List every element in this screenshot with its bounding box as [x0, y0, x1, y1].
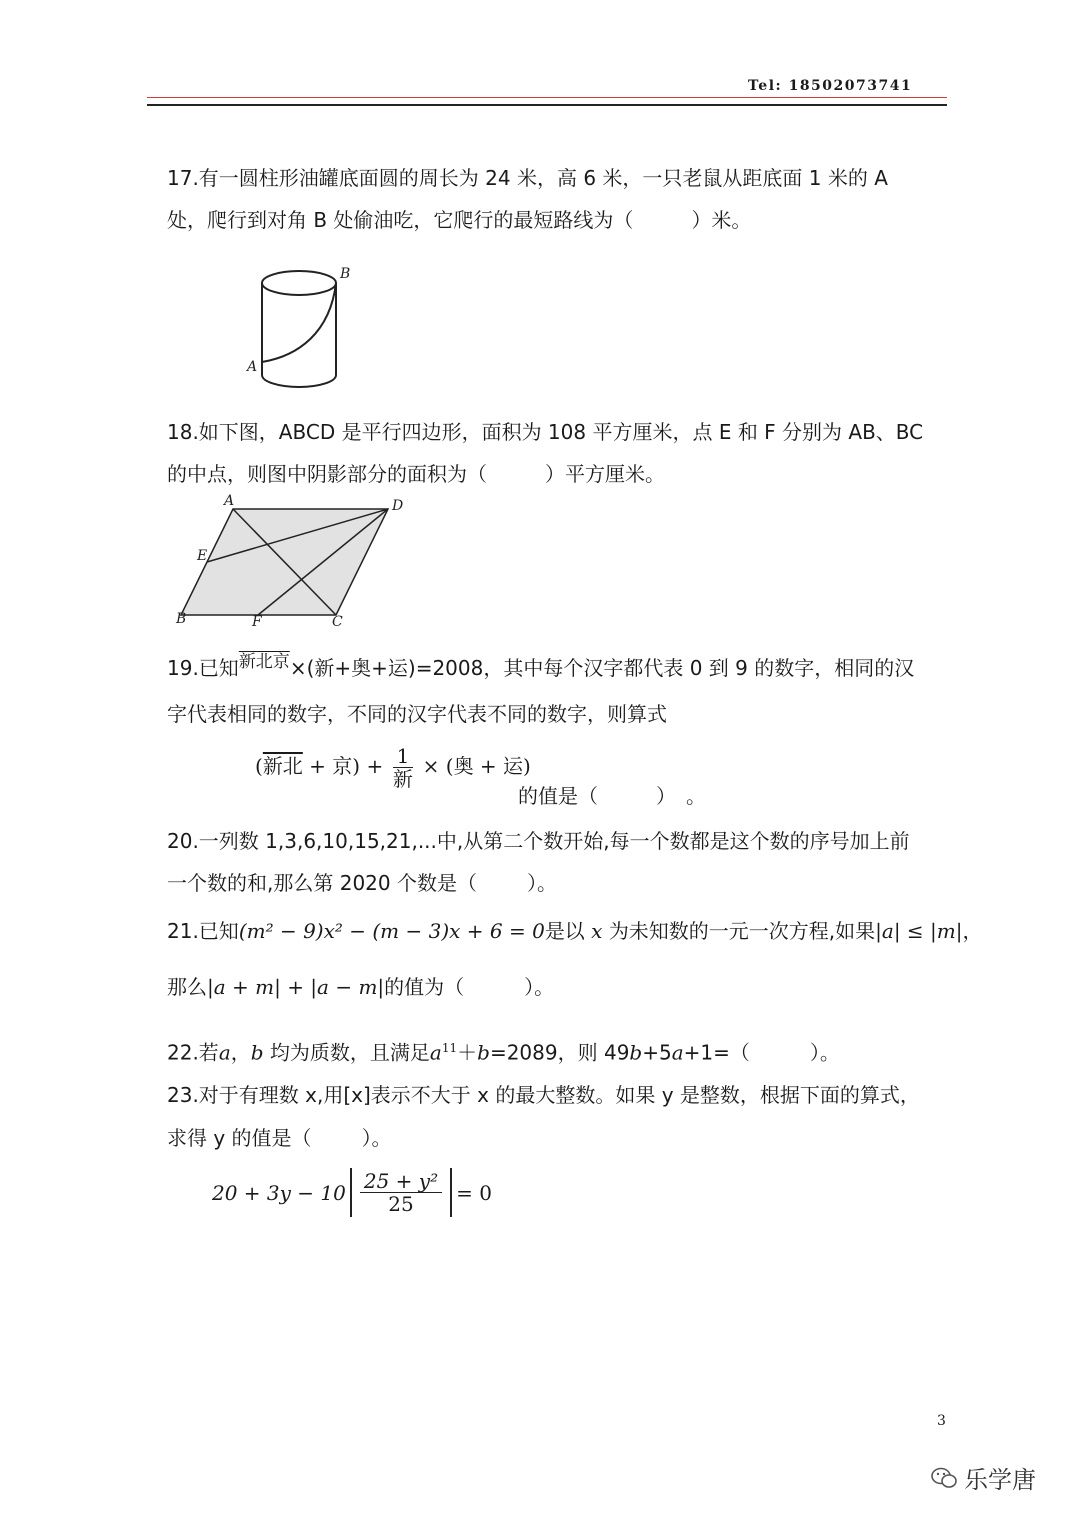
header-rule-black: [147, 104, 947, 106]
q19-expression: [255, 745, 531, 790]
q18-line2-pre: 的中点，则图中阴影部分的面积为（: [167, 462, 487, 486]
q21-condition: |a| ≤ |m|: [875, 919, 963, 943]
q22-prefix: 22.若: [167, 1040, 219, 1065]
q19-frac-num: 1: [393, 745, 414, 768]
q22-a3: a: [671, 1040, 684, 1065]
wechat-icon: [930, 1466, 958, 1490]
q23-line2: [167, 1117, 947, 1159]
page-number: 3: [937, 1413, 946, 1429]
q22-b: b: [250, 1040, 264, 1065]
q19-frac-den: 新: [392, 767, 413, 791]
q18-line2-post: ）平方厘米。: [545, 462, 665, 486]
q23-equation: [212, 1168, 492, 1217]
q22-sep: ，: [230, 1040, 251, 1065]
q20-line1: 20.一列数 1,3,6,10,15,21,...中,从第二个数开始,每一个数都是这个数的序号加上前: [167, 829, 910, 853]
q23-eq-post: = 0: [456, 1180, 492, 1205]
q22-b2: b: [477, 1040, 490, 1065]
q19-overline-word: 新北京: [238, 652, 290, 672]
q20-line2-post: ）。: [526, 871, 557, 895]
q22-a2: a: [429, 1040, 442, 1065]
q22-exponent: 11: [441, 1041, 458, 1055]
q21-prefix: 21.已知: [167, 919, 239, 943]
q22-mid: 均为质数，且满足: [269, 1040, 430, 1065]
q19-value-post: ） 。: [656, 784, 706, 808]
q19-line1: [167, 647, 947, 691]
q17-line2-post: ）米。: [691, 208, 752, 232]
q21-middle: 是以: [544, 919, 585, 943]
parallelogram-figure: [166, 492, 416, 632]
q21-tail: 为未知数的一元一次方程,如果: [608, 919, 876, 943]
q17-line2-pre: 处，爬行到对角 B 处偷油吃，它爬行的最短路线为（: [167, 208, 634, 232]
q21-comma: ，: [962, 919, 983, 943]
q23-line2-post: ）。: [361, 1126, 392, 1150]
q21-line2-post: 的值为（: [384, 975, 465, 999]
q22-a: a: [218, 1040, 231, 1065]
cylinder-label-a: A: [247, 359, 258, 375]
q19-line2: 字代表相同的数字，不同的汉字代表不同的数字，则算式: [167, 702, 667, 726]
watermark: [930, 1460, 1036, 1495]
q22-b3: b: [629, 1040, 643, 1065]
header-phone: Tel: 18502073741: [748, 78, 913, 94]
cylinder-label-b: B: [340, 266, 351, 282]
q19-fraction: [393, 745, 414, 790]
cylinder-bottom-arc: [262, 375, 336, 387]
q19-line1-rest: ×(新+奥+运)=2008，其中每个汉字都代表 0 到 9 的数字，相同的汉: [289, 656, 915, 680]
q21-line2: [167, 966, 947, 1008]
q19-expr-open: (: [255, 754, 263, 778]
q19-value-pre: 的值是（: [518, 784, 598, 808]
q21-line2-end: ）。: [524, 975, 555, 999]
q17-line2: [167, 199, 947, 241]
q22-line: [167, 1027, 947, 1074]
label-d: D: [392, 498, 404, 514]
q22-end: ）。: [809, 1040, 840, 1065]
q23-fraction: [360, 1170, 442, 1215]
label-f: F: [252, 614, 262, 630]
label-c: C: [332, 614, 343, 630]
q22-eq: =2089，则 49: [489, 1040, 630, 1065]
label-a: A: [224, 493, 235, 509]
cylinder-top-ellipse: [262, 271, 336, 295]
cylinder-figure: [238, 258, 368, 398]
q20-line2: [167, 862, 947, 904]
q19-expr-mid: + 京) +: [302, 754, 390, 778]
q22-plus5: +5: [642, 1040, 672, 1065]
q23-frac-den: 25: [388, 1192, 414, 1216]
q21-equation: (m² − 9)x² − (m − 3)x + 6 = 0: [238, 919, 545, 943]
q20-line2-pre: 一个数的和,那么第 2020 个数是（: [167, 871, 477, 895]
q21-var: x: [591, 919, 603, 943]
q17-line1: 17.有一圆柱形油罐底面圆的周长为 24 米，高 6 米，一只老鼠从距底面 1 米的 A: [167, 166, 888, 190]
header-rule-red: [147, 97, 947, 98]
q19-expr-overline: 新北: [262, 754, 303, 778]
q19-value-line: [518, 775, 818, 817]
watermark-text: 乐学唐: [964, 1466, 1036, 1494]
q23-eq-pre: 20 + 3y − 10: [212, 1180, 346, 1205]
label-e: E: [197, 548, 208, 564]
q23-line2-pre: 求得 y 的值是（: [167, 1126, 312, 1150]
q21-line1: [167, 910, 983, 952]
label-b: B: [176, 611, 187, 627]
q22-plus: ＋: [457, 1040, 478, 1065]
q18-line1: 18.如下图，ABCD 是平行四边形，面积为 108 平方厘米，点 E 和 F 分别为 AB、BC: [167, 420, 924, 444]
q22-tail: +1=（: [683, 1040, 750, 1065]
q23-frac-num: 25 + y²: [360, 1170, 442, 1193]
q18-line2: [167, 453, 947, 495]
q21-line2-pre: 那么: [167, 975, 207, 999]
q23-floor-bracket: [350, 1168, 452, 1217]
q23-line1: 23.对于有理数 x,用[x]表示不大于 x 的最大整数。如果 y 是整数，根据下面的算式，: [167, 1083, 920, 1107]
q19-expr-tail: × (奥 + 运): [416, 754, 531, 778]
q19-prefix: 19.已知: [167, 656, 239, 680]
q21-expression: |a + m| + |a − m|: [207, 975, 385, 999]
